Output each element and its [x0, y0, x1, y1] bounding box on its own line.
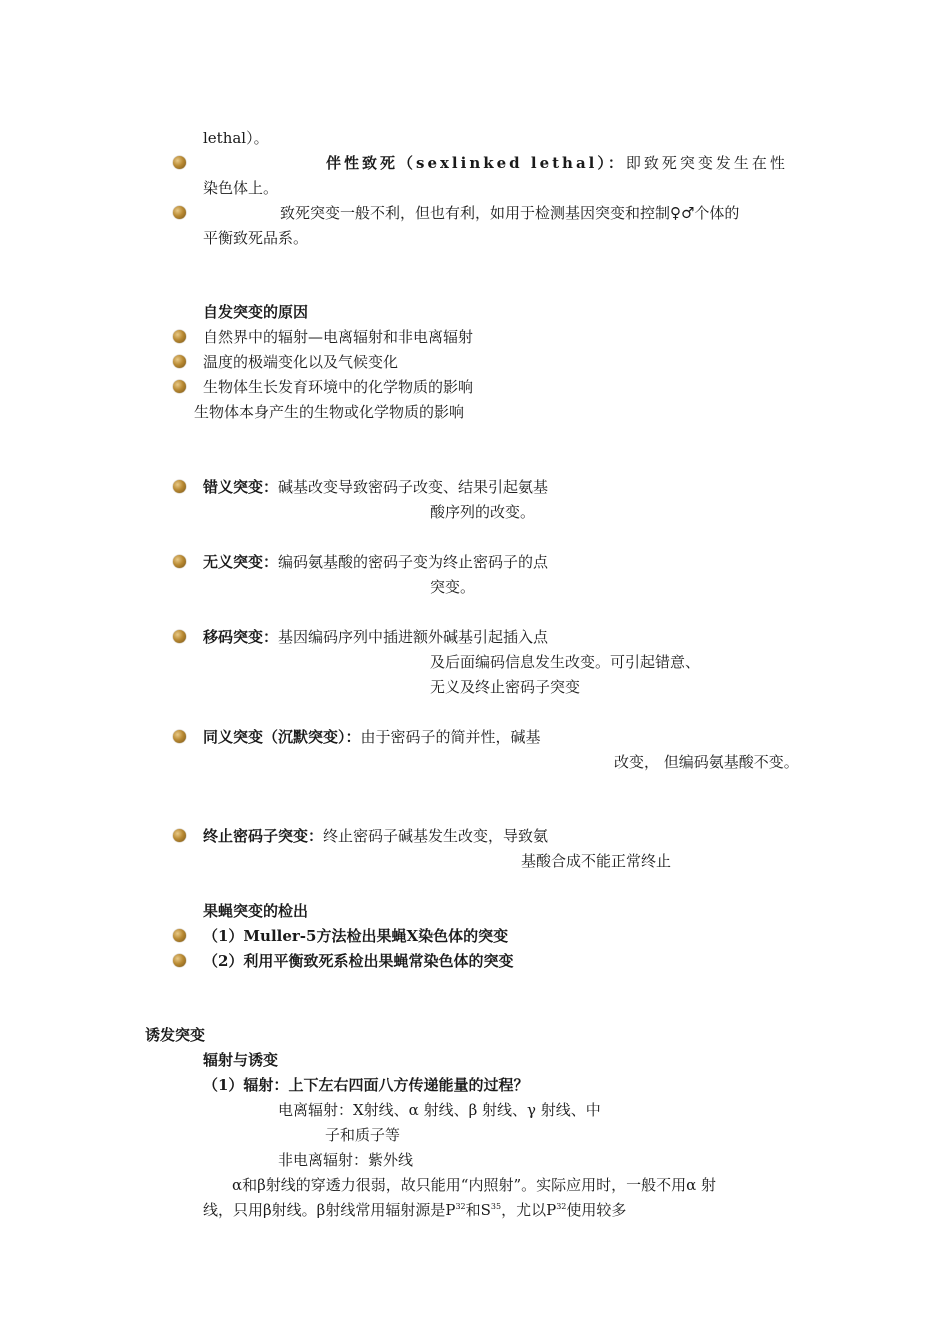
stopcodon-label: 终止密码子突变 [203, 827, 309, 845]
radiation-definition: （1）辐射：上下左右四面八方传递能量的过程？ [203, 1076, 529, 1094]
nonsense-line [203, 552, 548, 572]
synonymous-line [203, 727, 541, 747]
bullet-icon [173, 206, 186, 219]
bullet-icon [173, 555, 186, 568]
missense-cont: 酸序列的改变。 [430, 503, 536, 521]
superscript: 35 [490, 1202, 502, 1211]
frameshift-text: 基因编码序列中插进额外碱基引起插入点 [278, 628, 549, 646]
sexlinked-line [326, 153, 788, 173]
drosophila-item: （2）利用平衡致死系检出果蝇常染色体的突变 [203, 952, 514, 970]
ionizing-radiation: 电离辐射：X射线、α 射线、β 射线、γ 射线、中 [278, 1101, 601, 1119]
separator: ： [345, 728, 361, 746]
spontaneous-item: 温度的极端变化以及气候变化 [203, 353, 399, 371]
nonsense-text: 编码氨基酸的密码子变为终止密码子的点 [278, 553, 549, 571]
ionizing-radiation-cont: 子和质子等 [325, 1126, 401, 1144]
synonymous-label: 同义突变（沉默突变） [203, 728, 346, 746]
text-span: 使用较多 [566, 1201, 627, 1219]
sexlinked-cont: 染色体上。 [203, 179, 279, 197]
bullet-icon [173, 730, 186, 743]
bullet-icon [173, 330, 186, 343]
lethal-use-text: 致死突变一般不利，但也有利，如用于检测基因突变和控制♀♂个体的 [280, 204, 740, 222]
separator: ： [263, 478, 279, 496]
synonymous-text: 由于密码子的简并性，碱基 [360, 728, 541, 746]
lethal-tail: lethal）。 [203, 129, 269, 147]
nonsense-label: 无义突变 [203, 553, 264, 571]
bullet-icon [173, 630, 186, 643]
penetration-paragraph: α和β射线的穿透力很弱，故只能用“内照射”。实际应用时，一般不用α 射 [232, 1176, 717, 1194]
nonionizing-radiation: 非电离辐射：紫外线 [278, 1151, 414, 1169]
induced-heading: 诱发突变 [145, 1026, 206, 1044]
text-span: 和S [465, 1201, 491, 1219]
induced-subheading: 辐射与诱变 [203, 1051, 279, 1069]
frameshift-cont: 无义及终止密码子突变 [430, 678, 581, 696]
spontaneous-extra: 生物体本身产生的生物或化学物质的影响 [194, 403, 465, 421]
frameshift-cont: 及后面编码信息发生改变。可引起错意、 [430, 653, 701, 671]
missense-label: 错义突变 [203, 478, 264, 496]
drosophila-item: （1）Muller-5方法检出果蝇X染色体的突变 [203, 927, 509, 945]
superscript: 32 [556, 1202, 567, 1211]
spontaneous-heading: 自发突变的原因 [203, 303, 309, 321]
text-span: 线，只用β射线。β射线常用辐射源是P [203, 1201, 456, 1219]
drosophila-heading: 果蝇突变的检出 [203, 902, 309, 920]
nonsense-cont: 突变。 [430, 578, 476, 596]
bullet-icon [173, 480, 186, 493]
lethal-use-cont: 平衡致死品系。 [203, 229, 309, 247]
bullet-icon [173, 156, 186, 169]
bullet-icon [173, 954, 186, 967]
synonymous-cont: 改变， 但编码氨基酸不变。 [614, 753, 799, 771]
sexlinked-text: 即致死突变发生在性 [625, 154, 788, 172]
frameshift-line [203, 627, 548, 647]
stopcodon-text: 终止密码子碱基发生改变，导致氨 [323, 827, 549, 845]
spontaneous-item: 自然界中的辐射—电离辐射和非电离辐射 [203, 328, 474, 346]
bullet-icon [173, 380, 186, 393]
spontaneous-item: 生物体生长发育环境中的化学物质的影响 [203, 378, 474, 396]
separator: ： [263, 553, 279, 571]
bullet-icon [173, 355, 186, 368]
bullet-icon [173, 829, 186, 842]
missense-text: 碱基改变导致密码子改变、结果引起氨基 [278, 478, 549, 496]
separator: ： [308, 827, 324, 845]
sexlinked-label: 伴性致死（sexlinked lethal）： [326, 154, 626, 172]
stopcodon-line [203, 826, 548, 846]
stopcodon-cont: 基酸合成不能正常终止 [521, 852, 672, 870]
text-span: ，尤以P [501, 1201, 557, 1219]
separator: ： [263, 628, 279, 646]
missense-line [203, 477, 548, 497]
superscript: 32 [455, 1202, 466, 1211]
bullet-icon [173, 929, 186, 942]
penetration-paragraph-cont [203, 1200, 626, 1220]
frameshift-label: 移码突变 [203, 628, 264, 646]
